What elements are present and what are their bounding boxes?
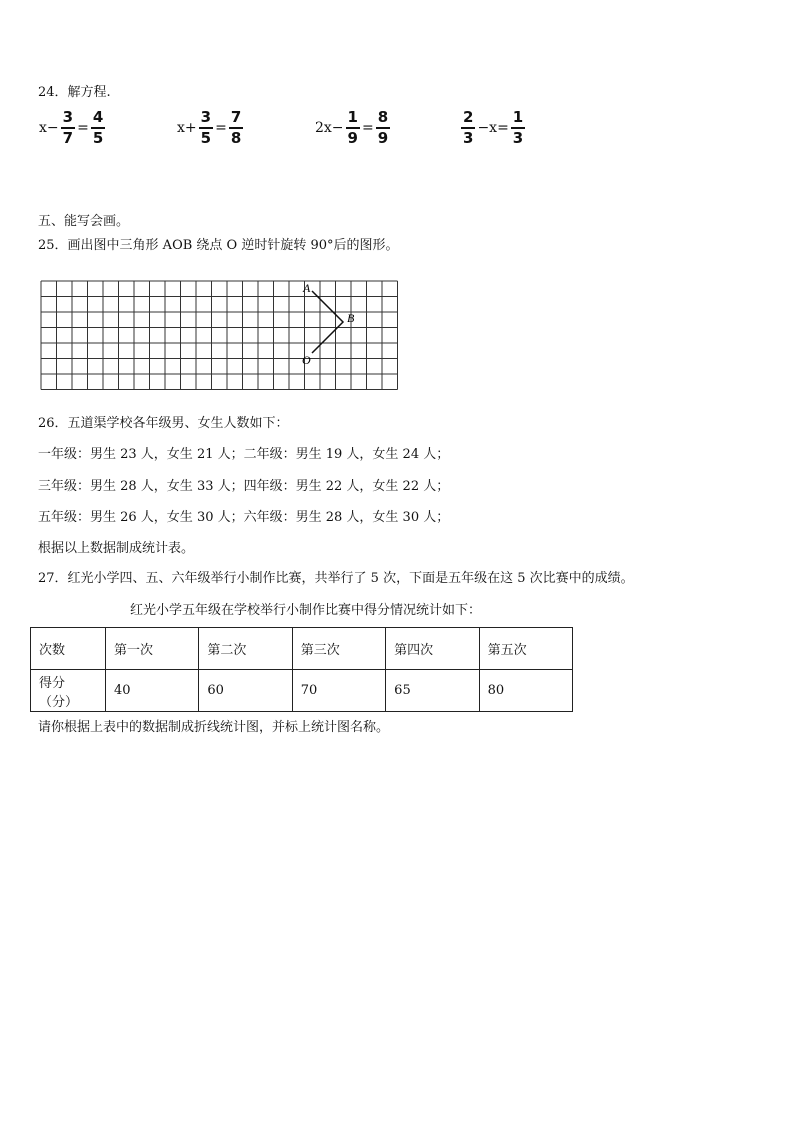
equation-3 [314,106,391,150]
fraction: $\frac{1}{9}$ [347,108,358,147]
fraction: $\frac{2}{3}$ [463,108,474,147]
equation-2 [176,106,244,150]
q25-text: 25．画出图中三角形 AOB 绕点 O 逆时针旋转 90°后的图形。 [38,238,399,253]
q27-instruction: 请你根据上表中的数据制成折线统计图，并标上统计图名称。 [38,720,390,735]
q26-intro: 26．五道渠学校各年级男、女生人数如下： [38,416,289,431]
equation-1-prefix: x− [39,120,59,136]
q24-heading: 24．解方程. [38,85,111,100]
rotation-grid-figure [40,280,400,396]
table-cell: 70 [292,670,385,712]
table-cell: 第四次 [386,628,479,670]
table-cell: 80 [479,670,572,712]
fraction: $\frac{3}{7}$ [62,108,74,147]
equals-sign: = [215,120,227,136]
equation-1 [38,106,106,150]
table-cell: 第一次 [106,628,199,670]
point-b-label: B [347,311,355,325]
q26-instruction: 根据以上数据制成统计表。 [38,541,195,556]
table-cell: 第二次 [199,628,292,670]
table-cell: 40 [106,670,199,712]
table-header-row [31,628,573,670]
fraction: $\frac{4}{5}$ [92,108,104,147]
fraction: $\frac{8}{9}$ [377,108,389,147]
equals-sign: = [361,120,374,136]
section-5-heading: 五、能写会画。 [38,214,130,229]
table-cell: 得分（分） [31,670,106,712]
table-cell: 第五次 [479,628,572,670]
equation-3-prefix: 2x− [315,120,344,136]
grid-svg [40,280,400,396]
q26-line-3: 五年级：男生 26 人，女生 30 人；六年级：男生 28 人，女生 30 人； [38,510,450,525]
q26-line-1: 一年级：男生 23 人，女生 21 人；二年级：男生 19 人，女生 24 人； [38,447,450,462]
fraction: $\frac{1}{3}$ [512,108,524,147]
q27-intro: 27．红光小学四、五、六年级举行小制作比赛，共举行了 5 次，下面是五年级在这 5 次比赛中的成绩。 [38,571,634,586]
fraction: $\frac{3}{5}$ [200,108,212,147]
equals-sign: = [77,120,89,136]
q26-line-2: 三年级：男生 28 人，女生 33 人；四年级：男生 22 人，女生 22 人； [38,479,450,494]
point-o-label: O [302,353,311,367]
equation-4 [460,106,526,150]
table-cell: 65 [386,670,479,712]
equation-4-middle: −x= [477,120,509,136]
fraction: $\frac{7}{8}$ [230,108,242,147]
q27-table-caption: 红光小学五年级在学校举行小制作比赛中得分情况统计如下： [130,603,482,618]
table-cell: 60 [199,670,292,712]
point-a-label: A [303,281,311,295]
equation-2-prefix: x+ [177,120,197,136]
table-row [31,670,573,712]
table-cell: 次数 [31,628,106,670]
table-cell: 第三次 [292,628,385,670]
score-table [30,627,573,712]
triangle-aob [312,291,343,353]
